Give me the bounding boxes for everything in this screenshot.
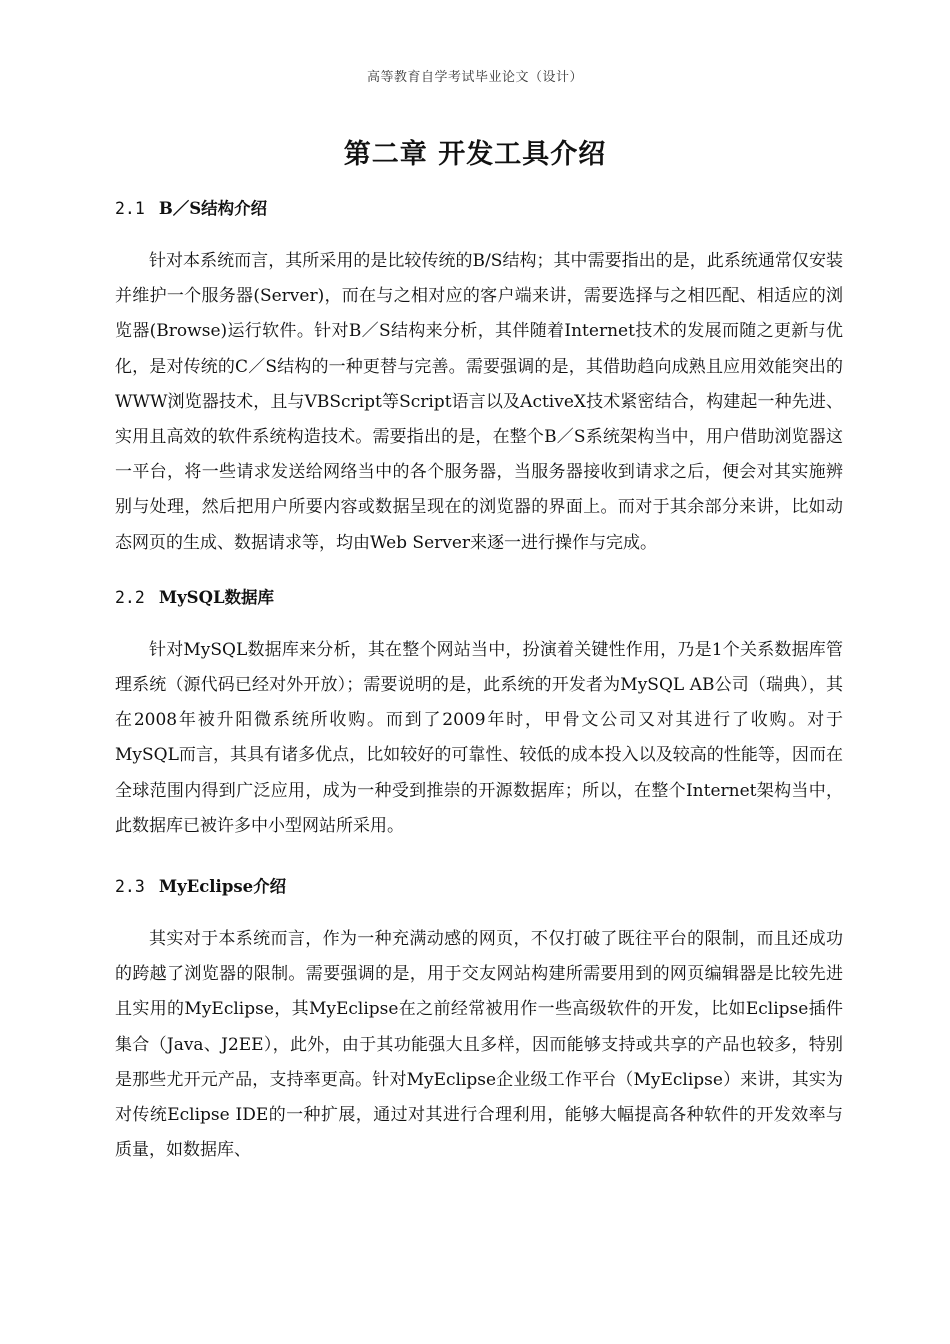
section-number: 2.1 <box>115 199 145 218</box>
section-heading <box>115 585 843 611</box>
section-paragraph: 针对MySQL数据库来分析，其在整个网站当中，扮演着关键性作用，乃是1个关系数据库管理系统（源代码已经对外开放）；需要说明的是，此系统的开发者为MySQL AB公司（瑞典），其在2008年被升阳微系统所收购。而到了2009年时，甲骨文公司又对其进行了收购。对于MySQL而言，其具有诸多优点，比如较好的可靠性、较低的成本投入以及较高的性能等，因而在全球范围内得到广泛应用，成为一种受到推崇的开源数据库；所以，在整个Internet架构当中，此数据库已被许多中小型网站所采用。 <box>115 639 843 836</box>
running-header: 高等教育自学考试毕业论文（设计） <box>366 70 583 85</box>
section-title: B／S结构介绍 <box>158 199 268 218</box>
section-number: 2.3 <box>115 877 145 897</box>
section-paragraph: 针对本系统而言，其所采用的是比较传统的B/S结构；其中需要指出的是，此系统通常仅安装并维护一个服务器(Server)，而在与之相对应的客户端来讲，需要选择与之相匹配、相适应的浏览器(Browse)运行软件。针对B／S结构来分析，其伴随着Internet技术的发展而随之更新与优化，是对传统的C／S结构的一种更替与完善。需要强调的是，其借助趋向成熟且应用效能突出的WWW浏览器技术，且与VBScript等Script语言以及ActiveX技术紧密结合，构建起一种先进、实用且高效的软件系统构造技术。需要指出的是，在整个B／S系统架构当中，用户借助浏览器这一平台，将一些请求发送给网络当中的各个服务器，当服务器接收到请求之后，便会对其实施辨别与处理，然后把用户所要内容或数据呈现在的浏览器的界面上。而对于其余部分来讲，比如动态网页的生成、数据请求等，均由Web Server来逐一进行操作与完成。 <box>115 251 843 553</box>
section-title: MyEclipse介绍 <box>158 877 287 897</box>
section-number: 2.2 <box>115 587 145 607</box>
chapter-title: 第二章 开发工具介绍 <box>343 139 607 170</box>
section-paragraph: 其实对于本系统而言，作为一种充满动感的网页，不仅打破了既往平台的限制，而且还成功的跨越了浏览器的限制。需要强调的是，用于交友网站构建所需要用到的网页编辑器是比较先进且实用的MyEclipse，其MyEclipse在之前经常被用作一些高级软件的开发，比如Eclipse插件集合（Java、J2EE），此外，由于其功能强大且多样，因而能够支持或共享的产品也较多，特别是那些尤开元产品，支持率更高。针对MyEclipse企业级工作平台（MyEclipse）来讲，其实为对传统Eclipse IDE的一种扩展，通过对其进行合理利用，能够大幅提高各种软件的开发效率与质量，如数据库、 <box>115 929 843 1161</box>
section-heading <box>115 196 843 222</box>
document-body <box>115 196 843 1168</box>
section-heading <box>115 874 843 900</box>
section-title: MySQL数据库 <box>158 587 275 607</box>
section-2-1 <box>115 196 843 561</box>
section-2-3 <box>115 874 843 1168</box>
section-2-2 <box>115 585 843 844</box>
